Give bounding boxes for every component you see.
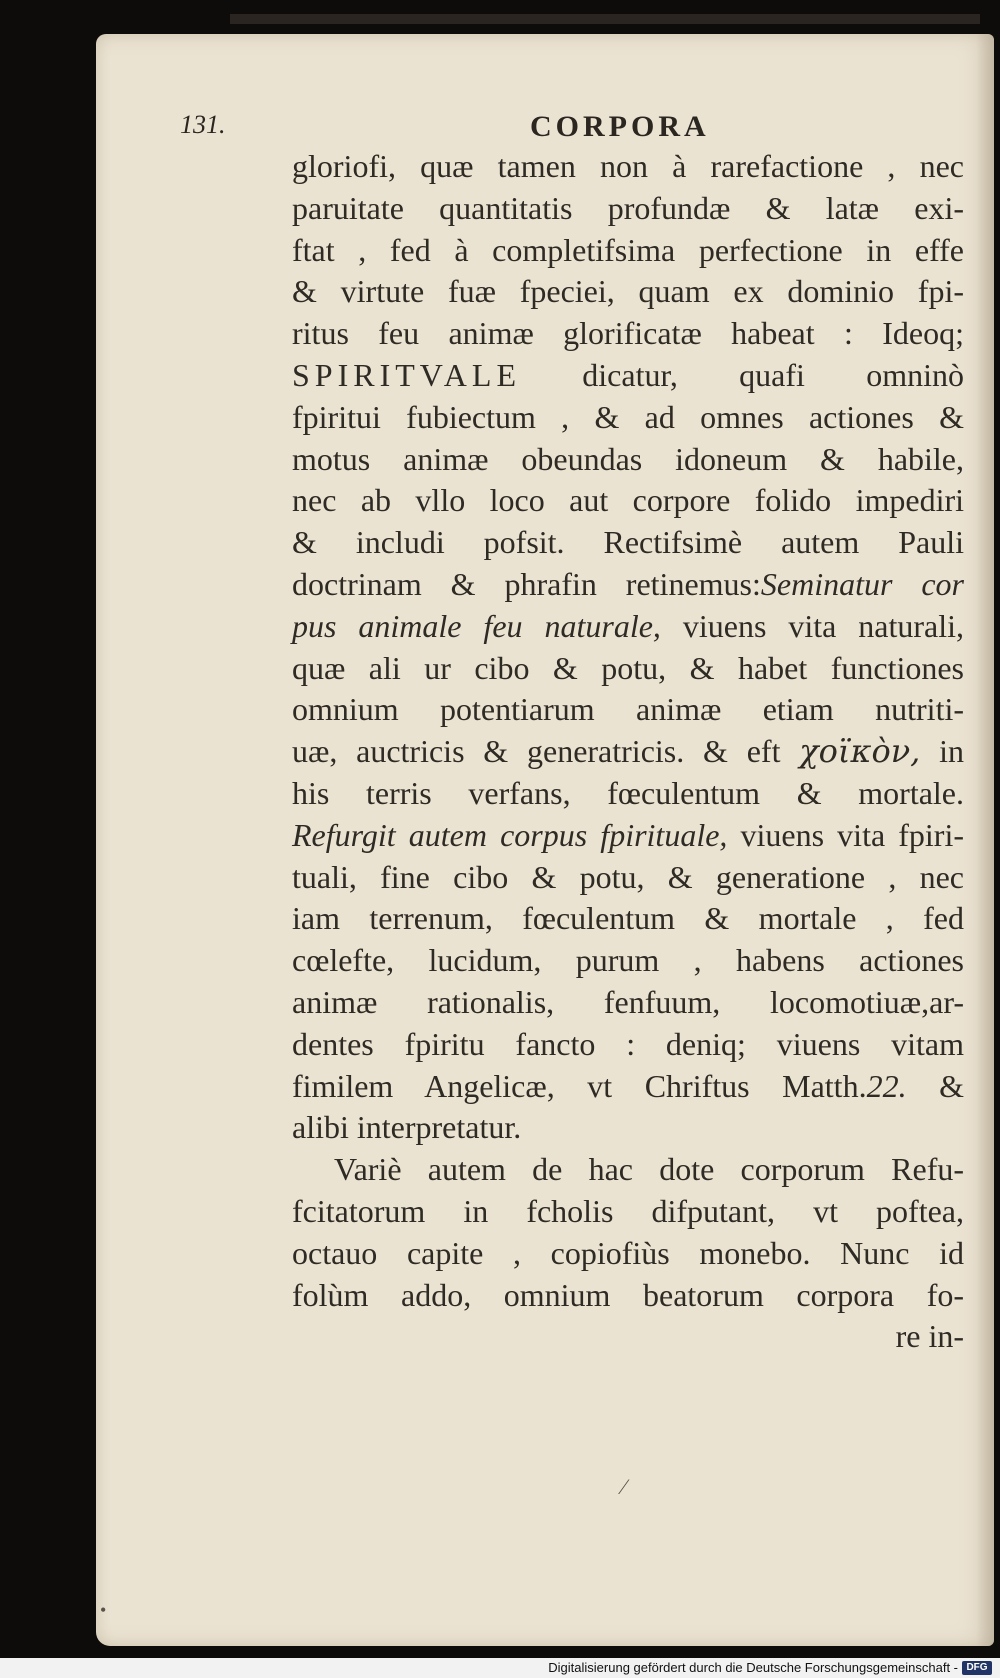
text-line bbox=[292, 1149, 964, 1191]
margin-dot-mark: • bbox=[100, 1600, 107, 1620]
text-run: in bbox=[920, 733, 965, 770]
text-line bbox=[292, 606, 964, 648]
text-line bbox=[292, 689, 964, 731]
text-line bbox=[292, 1316, 964, 1358]
text-run: uæ, auctricis & generatricis. & eft bbox=[292, 733, 800, 770]
text-line bbox=[292, 1024, 964, 1066]
scan-top-edge bbox=[230, 14, 980, 24]
text-line bbox=[292, 982, 964, 1024]
text-run: Seminatur cor bbox=[760, 565, 964, 602]
text-run: fimilem Angelicæ, vt Chriftus Matth. bbox=[292, 1067, 867, 1104]
text-run: & virtute fuæ fpeciei, quam ex dominio fpi- bbox=[292, 273, 964, 310]
text-line bbox=[292, 397, 964, 439]
footer-credit: Digitalisierung gefördert durch die Deutsche Forschungsgemeinschaft - bbox=[548, 1660, 958, 1675]
text-run: & bbox=[906, 1067, 965, 1104]
text-run: gloriofi, quæ tamen non à rarefactione , nec bbox=[292, 148, 964, 184]
text-run: omnium potentiarum animæ etiam nutriti- bbox=[292, 691, 964, 728]
text-run: folùm addo, omnium beatorum corpora fo- bbox=[292, 1276, 964, 1313]
text-run: re in- bbox=[895, 1318, 964, 1355]
text-run: fpiritui fubiectum , & ad omnes actiones & bbox=[292, 398, 964, 435]
text-run: dicatur, quafi omninò bbox=[520, 356, 964, 393]
text-run: SPIRITVALE bbox=[292, 356, 521, 393]
text-run: ritus feu animæ glorificatæ habeat : Ideoq; bbox=[292, 315, 964, 352]
text-line bbox=[292, 1107, 964, 1149]
text-run: fcitatorum in fcholis difputant, vt poftea, bbox=[292, 1192, 964, 1229]
text-run: nec ab vllo loco aut corpore folido impediri bbox=[292, 482, 964, 519]
text-run: octauo capite , copiofiùs monebo. Nunc id bbox=[292, 1234, 964, 1271]
text-line bbox=[292, 480, 964, 522]
text-run: pus animale feu naturale, bbox=[292, 607, 661, 644]
dfg-logo: DFG bbox=[962, 1661, 992, 1675]
text-run: dentes fpiritu fancto : deniq; viuens vitam bbox=[292, 1025, 964, 1062]
text-line bbox=[292, 648, 964, 690]
running-head: CORPORA bbox=[530, 110, 710, 143]
text-run: tuali, fine cibo & potu, & generatione , nec bbox=[292, 858, 964, 895]
text-run: χοϊκὸν, bbox=[799, 732, 921, 771]
text-line bbox=[292, 439, 964, 481]
body-text bbox=[292, 146, 964, 1358]
margin-tick-mark: ⁄ bbox=[622, 1474, 626, 1499]
text-line bbox=[292, 564, 964, 606]
text-run: iam terrenum, fœculentum & mortale , fed bbox=[292, 900, 964, 937]
text-run: his terris verfans, fœculentum & mortale. bbox=[292, 774, 964, 811]
text-line bbox=[292, 355, 964, 397]
text-run: ftat , fed à completifsima perfectione in effe bbox=[292, 231, 964, 268]
text-run: 22. bbox=[866, 1067, 907, 1104]
text-run: viuens vita naturali, bbox=[660, 607, 964, 644]
text-run: motus animæ obeundas idoneum & habile, bbox=[292, 440, 964, 477]
text-line bbox=[292, 898, 964, 940]
page-header bbox=[180, 110, 760, 146]
text-run: paruitate quantitatis profundæ & latæ exi- bbox=[292, 189, 964, 226]
text-line bbox=[292, 522, 964, 564]
text-line bbox=[292, 188, 964, 230]
text-line bbox=[292, 857, 964, 899]
text-line bbox=[292, 940, 964, 982]
text-line bbox=[292, 1066, 964, 1108]
text-run: quæ ali ur cibo & potu, & habet functiones bbox=[292, 649, 964, 686]
digitization-footer bbox=[0, 1658, 1000, 1678]
text-line bbox=[292, 271, 964, 313]
text-run: cœlefte, lucidum, purum , habens actiones bbox=[292, 942, 964, 979]
text-run: alibi interpretatur. bbox=[292, 1109, 522, 1146]
text-line bbox=[292, 1191, 964, 1233]
text-line bbox=[292, 1275, 964, 1317]
text-run: animæ rationalis, fenfuum, locomotiuæ,ar- bbox=[292, 983, 964, 1020]
page-edge-shadow bbox=[976, 34, 994, 1646]
text-line bbox=[292, 731, 964, 773]
text-line bbox=[292, 313, 964, 355]
text-line bbox=[292, 815, 964, 857]
text-run: & includi pofsit. Rectifsimè autem Pauli bbox=[292, 524, 964, 561]
text-line bbox=[292, 1233, 964, 1275]
text-run: Variè autem de hac dote corporum Refu- bbox=[334, 1151, 964, 1188]
text-line bbox=[292, 230, 964, 272]
text-run: doctrinam & phrafin retinemus: bbox=[292, 565, 761, 602]
text-line bbox=[292, 773, 964, 815]
text-line bbox=[292, 146, 964, 188]
text-run: viuens vita fpiri- bbox=[727, 816, 965, 853]
text-run: Refurgit autem corpus fpirituale, bbox=[292, 816, 728, 853]
page-number: 131. bbox=[180, 110, 226, 139]
